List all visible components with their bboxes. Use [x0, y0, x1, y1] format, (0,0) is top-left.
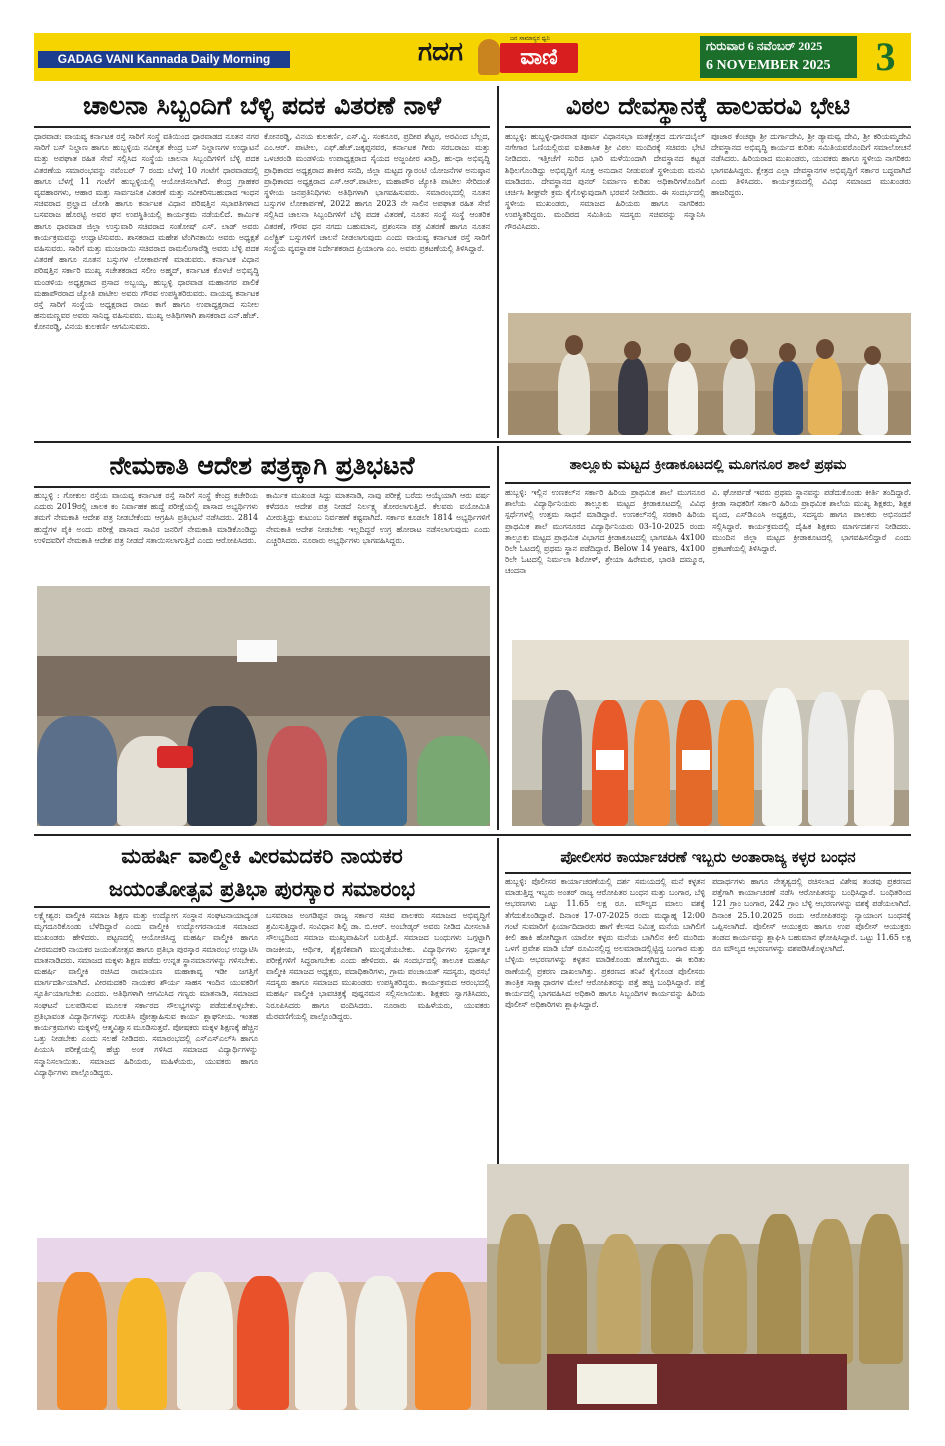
- article5-col2: ಬಸವರಾಜ ಅಂಗಡಿಪ್ಪನ ರಾಜ್ಯ ಸರ್ಕಾರ ಸಚಿವ ಪಾಲಕರು ಸಮಾಜದ ಅಭಿವೃದ್ಧಿಗೆ ಶ್ರಮಿಸುತ್ತಿದ್ದಾರೆ. ಸಂವಿಧಾನ ಶಿಲ್ಪಿ ಡಾ. ಬಿ.ಆರ್. ಅಂಬೇಡ್ಕರ್ ಅವರು ನೀಡಿದ ಮೀಸಲಾತಿ ಸೌಲಭ್ಯದಿಂದ ಸಮಾಜ ಮುಖ್ಯವಾಹಿನಿಗೆ ಬರುತ್ತಿದೆ. ಸಮಾಜದ ಬಂಧುಗಳು ಒಗ್ಗಟ್ಟಾಗಿ ರಾಜಕೀಯ, ಆರ್ಥಿಕ, ಶೈಕ್ಷಣಿಕವಾಗಿ ಮುನ್ನಡೆಯಬೇಕು. ವಿದ್ಯಾರ್ಥಿಗಳು ಸ್ಪರ್ಧಾತ್ಮಕ ಪರೀಕ್ಷೆಗಳಿಗೆ ಸಿದ್ಧರಾಗಬೇಕು ಎಂದು ಹೇಳಿದರು. ಈ ಸಂದರ್ಭದಲ್ಲಿ ತಾಲೂಕ ಮಹರ್ಷಿ ವಾಲ್ಮೀಕಿ ಸಮಾಜದ ಅಧ್ಯಕ್ಷರು, ಪದಾಧಿಕಾರಿಗಳು, ಗ್ರಾಮ ಪಂಚಾಯತ್ ಸದಸ್ಯರು, ಪುರಸಭೆ ಸದಸ್ಯರು ಹಾಗೂ ಸಮಾಜದ ಮುಖಂಡರು ಉಪಸ್ಥಿತರಿದ್ದರು. ಕಾರ್ಯಕ್ರಮದ ಆರಂಭದಲ್ಲಿ ಮಹರ್ಷಿ ವಾಲ್ಮೀಕಿ ಭಾವಚಿತ್ರಕ್ಕೆ ಪುಷ್ಪನಮನ ಸಲ್ಲಿಸಲಾಯಿತು. ಶಿಕ್ಷಕರು ಸ್ವಾಗತಿಸಿದರು, ನಿರೂಪಿಸಿದರು ಹಾಗೂ ವಂದಿಸಿದರು. ನೂರಾರು ಮಹಿಳೆಯರು, ಯುವಕರು ಮೆರವಣಿಗೆಯಲ್ಲಿ ಪಾಲ್ಗೊಂಡಿದ್ದರು.: [266, 911, 490, 1021]
- headline-police-arrest: ಪೋಲೀಸರ ಕಾರ್ಯಾಚರಣೆ ಇಬ್ಬರು ಅಂತಾರಾಜ್ಯ ಕಳ್ಳರ ಬಂಧನ: [560, 848, 856, 866]
- headline-valmiki-line1: ಮಹರ್ಷಿ ವಾಲ್ಮೀಕಿ ವೀರಮದಕರಿ ನಾಯಕರ: [121, 844, 403, 868]
- article3-col2: ಕಾರ್ಮಿಕ ಮುಖಂಡ ಸಿದ್ದು ಮಾತನಾಡಿ, ನಾವು ಪರೀಕ್ಷೆ ಬರೆದು ಆಯ್ಕೆಯಾಗಿ ಆರು ವರ್ಷ ಕಳೆದರೂ ಆದೇಶ ಪತ್ರ ನೀಡದೆ ನಿರ್ಲಕ್ಷ್ಯ ತೋರಲಾಗುತ್ತಿದೆ. ಕೆಲವರು ವಯೋಮಿತಿ ಮೀರುತ್ತಿದ್ದು ಕುಟುಂಬ ನಿರ್ವಹಣೆ ಕಷ್ಟವಾಗಿದೆ. ಸರ್ಕಾರ ಕೂಡಲೇ 1814 ಅಭ್ಯರ್ಥಿಗಳಿಗೆ ನೇಮಕಾತಿ ಆದೇಶ ನೀಡಬೇಕು ಇಲ್ಲದಿದ್ದರೆ ಉಗ್ರ ಹೋರಾಟ ನಡೆಸಲಾಗುವುದು ಎಂದು ಎಚ್ಚರಿಸಿದರು. ನೂರಾರು ಅಭ್ಯರ್ಥಿಗಳು ಭಾಗವಹಿಸಿದ್ದರು.: [266, 491, 490, 545]
- article6-col2: ಪದಾರ್ಥಗಳು ಹಾಗೂ ನೇತೃತ್ವದಲ್ಲಿ ರಚಿಸಲಾದ ವಿಶೇಷ ತಂಡವು ಪ್ರಕರಣದ ಪತ್ತೆಗಾಗಿ ಕಾರ್ಯಾಚರಣೆ ನಡೆಸಿ ಆರೋಪಿತರನ್ನು ಬಂಧಿಸಿದ್ದಾರೆ. ಬಂಧಿತರಿಂದ 121 ಗ್ರಾಂ ಬಂಗಾರ, 242 ಗ್ರಾಂ ಬೆಳ್ಳಿ ಆಭರಣಗಳನ್ನು ವಶಕ್ಕೆ ಪಡೆಯಲಾಗಿದೆ. ದಿನಾಂಕ 25.10.2025 ರಂದು ಆರೋಪಿತರನ್ನು ನ್ಯಾಯಾಂಗ ಬಂಧನಕ್ಕೆ ಒಪ್ಪಿಸಲಾಗಿದೆ. ಪೊಲೀಸ್ ಆಯುಕ್ತರು ಹಾಗೂ ಉಪ ಪೊಲೀಸ್ ಆಯುಕ್ತರು ತಂಡದ ಕಾರ್ಯವನ್ನು ಶ್ಲಾಘಿಸಿ ಬಹುಮಾನ ಘೋಷಿಸಿದ್ದಾರೆ. ಒಟ್ಟು 11.65 ಲಕ್ಷ ರೂ ಮೌಲ್ಯದ ಆಭರಣಗಳನ್ನು ವಶಪಡಿಸಿಕೊಳ್ಳಲಾಗಿದೆ.: [712, 877, 911, 954]
- article3-col1: ಹುಬ್ಬಳ್ಳಿ : ಗೋಕುಲ ರಸ್ತೆಯ ವಾಯವ್ಯ ಕರ್ನಾಟಕ ರಸ್ತೆ ಸಾರಿಗೆ ಸಂಸ್ಥೆ ಕೇಂದ್ರ ಕಚೇರಿಯ ಎದುರು 2019ರಲ್ಲಿ ಚಾಲಕ ಕಂ ನಿರ್ವಾಹಕ ಹುದ್ದೆ ಪರೀಕ್ಷೆಯಲ್ಲಿ ಪಾಸಾದ ಅಭ್ಯರ್ಥಿಗಳು ತಮಗೆ ನೇಮಕಾತಿ ಆದೇಶ ಪತ್ರ ನೀಡಬೇಕೆಂದು ಆಗ್ರಹಿಸಿ ಪ್ರತಿಭಟನೆ ನಡೆಸಿದರು. 2814 ಹುದ್ದೆಗಳ ಪೈಕಿ ಅಂದು ಪರೀಕ್ಷೆ ಪಾಸಾದ ಸಾವಿರ ಜನರಿಗೆ ನೇಮಕಾತಿ ಮಾಡಿಕೊಂಡಿದ್ದು ಉಳಿದವರಿಗೆ ನೇಮಕಾತಿ ಆದೇಶ ಪತ್ರ ನೀಡದೆ ಸತಾಯಿಸಲಾಗುತ್ತಿದೆ ಎಂದು ಆರೋಪಿಸಿದರು.: [34, 491, 258, 545]
- divider: [505, 872, 911, 874]
- section-divider: [34, 441, 911, 443]
- valmiki-jayanti-photo: [37, 1238, 490, 1410]
- headline-silver-medal: ಚಾಲನಾ ಸಿಬ್ಬಂದಿಗೆ ಬೆಳ್ಳಿ ಪದಕ ವಿತರಣೆ ನಾಳೆ: [83, 91, 441, 120]
- sports-award-photo: [512, 640, 909, 826]
- divider: [505, 126, 911, 128]
- divider: [34, 126, 490, 128]
- divider: [505, 482, 911, 484]
- date-english: 6 NOVEMBER 2025: [706, 58, 831, 73]
- protest-photo: [37, 586, 490, 826]
- logo-left-text: ಗದಗ: [418, 37, 463, 67]
- headline-sports-meet: ತಾಲ್ಲೂಕು ಮಟ್ಟದ ಕ್ರೀಡಾಕೂಟದಲ್ಲಿ ಮೂಗನೂರ ಶಾಲೆ ಪ್ರಥಮ: [569, 457, 847, 473]
- divider: [34, 486, 490, 488]
- article2-col2: ಪೂಜಾರ ಕೆಂಚಪ್ಪಾ ಶ್ರೀ ದುರ್ಗಾದೇವಿ, ಶ್ರೀ ಡ್ಯಾಮವ್ವ ದೇವಿ, ಶ್ರೀ ಕರಿಯಮ್ಮದೇವಿ ದೇವಸ್ಥಾನದ ಅಭಿವೃದ್ಧಿ ಕಾರ್ಯದ ಕುರಿತು ಸಮಿತಿಯವರೊಂದಿಗೆ ಸಮಾಲೋಚನೆ ನಡೆಸಿದರು. ಹಿರಿಯರಾದ ಮುಖಂಡರು, ಯುವಕರು ಹಾಗೂ ಸ್ಥಳೀಯ ನಾಗರಿಕರು ಭಾಗವಹಿಸಿದ್ದರು. ಕ್ಷೇತ್ರದ ಎಲ್ಲಾ ದೇವಸ್ಥಾನಗಳ ಅಭಿವೃದ್ಧಿಗೆ ಸರ್ಕಾರ ಬದ್ಧವಾಗಿದೆ ಎಂದು ತಿಳಿಸಿದರು. ಕಾರ್ಯಕ್ರಮದಲ್ಲಿ ವಿವಿಧ ಸಮಾಜದ ಮುಖಂಡರು ಹಾಜರಿದ್ದರು.: [711, 132, 911, 198]
- article2-col1: ಹುಬ್ಬಳ್ಳಿ: ಹುಬ್ಬಳ್ಳಿ-ಧಾರವಾಡ ಪೂರ್ವ ವಿಧಾನಸಭಾ ಮತಕ್ಷೇತ್ರದ ದುರ್ಗದಬೈಲ್ ನಗೇಗಾರ ಓಣಿಯಲ್ಲಿರುವ ಐತಿಹಾಸಿಕ ಶ್ರೀ ವಿಠಲ ಮಂದಿರಕ್ಕೆ ಸಚಿವರು ಭೇಟಿ ನೀಡಿದರು. ಇತ್ತೀಚೆಗೆ ಸುರಿದ ಭಾರಿ ಮಳೆಯಿಂದಾಗಿ ದೇವಸ್ಥಾನದ ಕಟ್ಟಡ ಶಿಥಿಲಗೊಂಡಿದ್ದು ಅಭಿವೃದ್ಧಿಗೆ ಸೂಕ್ತ ಅನುದಾನ ನೀಡುವಂತೆ ಸ್ಥಳೀಯರು ಮನವಿ ಮಾಡಿದರು. ದೇವಸ್ಥಾನದ ಪುನರ್ ನಿರ್ಮಾಣ ಕುರಿತು ಅಧಿಕಾರಿಗಳೊಂದಿಗೆ ಚರ್ಚಿಸಿ ಶೀಘ್ರವೇ ಕ್ರಮ ಕೈಗೊಳ್ಳುವುದಾಗಿ ಭರವಸೆ ನೀಡಿದರು. ಈ ಸಂದರ್ಭದಲ್ಲಿ ಸ್ಥಳೀಯ ಮುಖಂಡರು, ಸಮಾಜದ ಹಿರಿಯರು ಹಾಗೂ ನಾಗರಿಕರು ಉಪಸ್ಥಿತರಿದ್ದರು. ಮಂದಿರದ ಸಮಿತಿಯ ಸದಸ್ಯರು ಸಚಿವರನ್ನು ಸನ್ಮಾನಿಸಿ ಗೌರವಿಸಿದರು.: [505, 132, 705, 231]
- article1-col1: ಧಾರವಾಡ: ವಾಯವ್ಯ ಕರ್ನಾಟಕ ರಸ್ತೆ ಸಾರಿಗೆ ಸಂಸ್ಥೆ ವತಿಯಿಂದ ಧಾರವಾಡದ ನೂತನ ನಗರ ಸಾರಿಗೆ ಬಸ್ ನಿಲ್ದಾಣ ಹಾಗೂ ಹುಬ್ಬಳ್ಳಿಯ ನವೀಕೃತ ಕೇಂದ್ರ ಬಸ್ ನಿಲ್ದಾಣಗಳ ಉದ್ಘಾಟನೆ ಮತ್ತು ಅಪಘಾತ ರಹಿತ ಸೇವೆ ಸಲ್ಲಿಸಿದ ಸಂಸ್ಥೆಯ ಚಾಲನಾ ಸಿಬ್ಬಂದಿಗಳಿಗೆ ಬೆಳ್ಳಿ ಪದಕ ವಿತರಣೆಯ ಸಮಾರಂಭವನ್ನು ನವೆಂಬರ್ 7 ರಂದು ಬೆಳಗ್ಗೆ 10 ಗಂಟೆಗೆ ಧಾರವಾಡದಲ್ಲಿ ಹಾಗೂ ಬೆಳಗ್ಗೆ 11 ಗಂಟೆಗೆ ಹುಬ್ಬಳ್ಳಿಯಲ್ಲಿ ಆಯೋಜಿಸಲಾಗಿದೆ. ಕೇಂದ್ರ ಗ್ರಾಹಕರ ವ್ಯವಹಾರಗಳು, ಆಹಾರ ಮತ್ತು ಸಾರ್ವಜನಿಕ ವಿತರಣೆ ಮತ್ತು ನವೀಕರಿಸಬಹುದಾದ ಇಂಧನ ಸಚಿವರಾದ ಪ್ರಲ್ಹಾದ ಜೋಶಿ ಹಾಗೂ ಕರ್ನಾಟಕ ವಿಧಾನ ಪರಿಷತ್ತಿನ ಸಭಾಪತಿಗಳಾದ ಬಸವರಾಜ ಹೊರಟ್ಟಿ ಅವರ ಘನ ಉಪಸ್ಥಿತಿಯಲ್ಲಿ ಕಾರ್ಯಕ್ರಮ ನಡೆಯಲಿದೆ. ಕಾರ್ಮಿಕ ಹಾಗೂ ಧಾರವಾಡ ಜಿಲ್ಲಾ ಉಸ್ತುವಾರಿ ಸಚಿವರಾದ ಸಂತೋಷ್ ಎಸ್. ಲಾಡ್ ಅವರು ಕಾರ್ಯಕ್ರಮವನ್ನು ಉದ್ಘಾಟಿಸುವರು. ಶಾಸಕರಾದ ಮಹೇಶ ಟೆಂಗಿನಕಾಯಿ ಅವರು ಅಧ್ಯಕ್ಷತೆ ವಹಿಸುವರು. ಸಾರಿಗೆ ಮತ್ತು ಮುಜರಾಯಿ ಸಚಿವರಾದ ರಾಮಲಿಂಗಾರೆಡ್ಡಿ ಅವರು ಬೆಳ್ಳಿ ಪದಕ ವಿತರಣೆ ಹಾಗೂ ನೂತನ ಬಸ್ಸುಗಳ ಲೋಕಾರ್ಪಣೆ ಮಾಡುವರು. ಕರ್ನಾಟಕ ವಿಧಾನ ಪರಿಷತ್ತಿನ ಸರ್ಕಾರಿ ಮುಖ್ಯ ಸಚೇತಕರಾದ ಸಲೀಂ ಅಹ್ಮದ್, ಕರ್ನಾಟಕ ಕೊಳಚೆ ಅಭಿವೃದ್ಧಿ ಮಂಡಳಿಯ ಅಧ್ಯಕ್ಷರಾದ ಪ್ರಸಾದ ಅಬ್ಬಯ್ಯ, ಹುಬ್ಬಳ್ಳಿ ಧಾರವಾಡ ಮಹಾನಗರ ಪಾಲಿಕೆ ಮಹಾಪೌರರಾದ ಜ್ಯೋತಿ ಪಾಟೀಲ ಅವರು ಗೌರವ ಉಪಸ್ಥಿತರಿರುವರು. ವಾಯವ್ಯ ಕರ್ನಾಟಕ ರಸ್ತೆ ಸಾರಿಗೆ ಸಂಸ್ಥೆಯ ಅಧ್ಯಕ್ಷರಾದ ರಾಜು ಕಾಗೆ ಹಾಗೂ ಉಪಾಧ್ಯಕ್ಷರಾದ ಸುನೀಲ ಹನುಮಣ್ಣವರ ಅವರು ಸಾನಿಧ್ಯ ವಹಿಸುವರು. ಮುಖ್ಯ ಅತಿಥಿಗಳಾಗಿ ಶಾಸಕರಾದ ಎನ್.ಹೆಚ್. ಕೋನರಡ್ಡಿ, ವಿನಯ ಕುಲಕರ್ಣಿ ಆಗಮಿಸುವರು.: [34, 132, 259, 332]
- headline-vittala-temple: ವಿಠಲ ದೇವಸ್ಥಾನಕ್ಕೆ ಹಾಲಹರವಿ ಭೇಟಿ: [565, 92, 850, 120]
- headline-protest: ನೇಮಕಾತಿ ಆದೇಶ ಪತ್ರಕ್ಕಾಗಿ ಪ್ರತಿಭಟನೆ: [109, 451, 415, 480]
- divider: [34, 906, 490, 908]
- police-press-photo: [487, 1164, 909, 1410]
- headline-valmiki-line2: ಜಯಂತೋತ್ಸವ ಪ್ರತಿಭಾ ಪುರಸ್ಕಾರ ಸಮಾರಂಭ: [108, 877, 416, 901]
- article6-col1: ಹುಬ್ಬಳ್ಳಿ: ಪೊಲೀಸರ ಕಾರ್ಯಾಚರಣೆಯಲ್ಲಿ ದರ್ಶ ಸಮಯದಲ್ಲಿ ಮನೆ ಕಳ್ಳತನ ಮಾಡುತ್ತಿದ್ದ ಇಬ್ಬರು ಅಂತರ್ ರಾಜ್ಯ ಆರೋಪಿತರ ಬಂಧನ ಮತ್ತು ಬಂಗಾರ, ಬೆಳ್ಳಿ ಆಭರಣಗಳು ಒಟ್ಟು 11.65 ಲಕ್ಷ ರೂ. ಮೌಲ್ಯದ ಮಾಲು ವಶಕ್ಕೆ ತೆಗೆದುಕೊಂಡಿದ್ದಾರೆ. ದಿನಾಂಕ 17-07-2025 ರಂದು ಮಧ್ಯಾಹ್ನ 12:00 ಗಂಟೆ ಸುಮಾರಿಗೆ ಫಿರ್ಯಾದಿದಾರರು ಹಾಗೆ ಕೆಲಸದ ನಿಮಿತ್ತ ಮನೆಯ ಬಾಗಿಲಿಗೆ ಕೀಲಿ ಹಾಕಿ ಹೋಗಿದ್ದಾಗ ಯಾರೋ ಕಳ್ಳರು ಮನೆಯ ಬಾಗಿಲಿನ ಕೀಲಿ ಮುರಿದು ಒಳಗೆ ಪ್ರವೇಶ ಮಾಡಿ ಬೆಡ್ ರೂಮಿನಲ್ಲಿದ್ದ ಅಲಮಾರಾದಲ್ಲಿಟ್ಟಿದ್ದ ಬಂಗಾರ ಮತ್ತು ಬೆಳ್ಳಿಯ ಆಭರಣಗಳನ್ನು ಕಳ್ಳತನ ಮಾಡಿಕೊಂಡು ಹೋಗಿದ್ದರು. ಈ ಕುರಿತು ಠಾಣೆಯಲ್ಲಿ ಪ್ರಕರಣ ದಾಖಲಾಗಿತ್ತು. ಪ್ರಕರಣದ ತನಿಖೆ ಕೈಗೊಂಡ ಪೊಲೀಸರು ತಾಂತ್ರಿಕ ಸಾಕ್ಷ್ಯಾಧಾರಗಳ ಮೇಲೆ ಆರೋಪಿತರನ್ನು ಪತ್ತೆ ಹಚ್ಚಿ ಬಂಧಿಸಿದ್ದಾರೆ. ಪತ್ತೆ ಕಾರ್ಯದಲ್ಲಿ ಭಾಗವಹಿಸಿದ ಅಧಿಕಾರಿ ಹಾಗೂ ಸಿಬ್ಬಂದಿಗಳ ಕಾರ್ಯವನ್ನು ಹಿರಿಯ ಪೊಲೀಸ್ ಅಧಿಕಾರಿಗಳು ಶ್ಲಾಘಿಸಿದ್ದಾರೆ.: [505, 877, 705, 1010]
- newspaper-logo: [418, 35, 578, 81]
- logo-tagline: ಜನ ಸಾಮಾನ್ಯರ ಧ್ವನಿ: [510, 35, 550, 42]
- logo-figure-icon: [478, 39, 500, 75]
- column-divider: [497, 446, 499, 830]
- edition-label: GADAG VANI Kannada Daily Morning: [38, 51, 290, 68]
- article4-col2: ವಿ. ಘೋರ್ಪಡೆ ಇವರು ಪ್ರಥಮ ಸ್ಥಾನವನ್ನು ಪಡೆದುಕೊಂಡು ಕೀರ್ತಿ ತಂದಿದ್ದಾರೆ. ಕ್ರೀಡಾ ಸಾಧಕರಿಗೆ ಸರ್ಕಾರಿ ಹಿರಿಯ ಪ್ರಾಥಮಿಕ ಶಾಲೆಯ ಮುಖ್ಯ ಶಿಕ್ಷಕರು, ಶಿಕ್ಷಕ ವೃಂದ, ಎಸ್‌ಡಿಎಂಸಿ ಅಧ್ಯಕ್ಷರು, ಸದಸ್ಯರು ಹಾಗೂ ಪಾಲಕರು ಅಭಿನಂದನೆ ಸಲ್ಲಿಸಿದ್ದಾರೆ. ಕಾರ್ಯಕ್ರಮದಲ್ಲಿ ದೈಹಿಕ ಶಿಕ್ಷಕರು ಮಾರ್ಗದರ್ಶನ ನೀಡಿದರು. ಮುಂದಿನ ಜಿಲ್ಲಾ ಮಟ್ಟದ ಕ್ರೀಡಾಕೂಟದಲ್ಲಿ ಭಾಗವಹಿಸಲಿದ್ದಾರೆ ಎಂದು ಪ್ರಕಟಣೆಯಲ್ಲಿ ತಿಳಿಸಿದ್ದಾರೆ.: [712, 488, 911, 554]
- temple-visit-photo: [508, 313, 911, 435]
- page-number: 3: [860, 33, 911, 81]
- column-divider: [497, 86, 499, 438]
- section-divider: [34, 834, 911, 836]
- date-box: [700, 36, 857, 78]
- date-kannada: ಗುರುವಾರ 6 ನವೆಂಬರ್ 2025: [706, 39, 823, 53]
- logo-right-text: ವಾಣಿ: [500, 43, 578, 73]
- article1-col2: ಕೋನರಡ್ಡಿ, ವಿನಯ ಕುಲಕರ್ಣಿ, ಎಸ್.ವ್ಹಿ. ಸಂಕನೂರ, ಪ್ರದೀಪ ಶೆಟ್ಟರ, ಅರವಿಂದ ಬೆಲ್ಲದ, ಎಂ.ಆರ್. ಪಾಟೀಲ, ಎಫ್.ಹೆಚ್.ಜಕ್ಕಪ್ಪನವರ, ಕರ್ನಾಟಕ ಗೀರು ಸರಬರಾಜು ಮತ್ತು ಒಳಚರಂಡಿ ಮಂಡಳಿಯ ಉಪಾಧ್ಯಕ್ಷರಾದ ಸೈಯದ ಅಜ್ಜಂಪೀರ ಖಾದ್ರಿ, ಹು-ಧಾ ಅಭಿವೃದ್ಧಿ ಪ್ರಾಧಿಕಾರದ ಅಧ್ಯಕ್ಷರಾದ ಶಾಕೀರ ಸನದಿ, ಜಿಲ್ಲಾ ಮಟ್ಟದ ಗ್ಯಾರಂಟಿ ಯೋಜನೆಗಳ ಅನುಷ್ಠಾನ ಪ್ರಾಧಿಕಾರದ ಅಧ್ಯಕ್ಷರಾದ ಎಸ್.ಆರ್.ಪಾಟೀಲ, ಮಹಾಪೌರ ಜ್ಯೋತಿ ಪಾಟೀಲ ಸೇರಿದಂತೆ ಸ್ಥಳೀಯ ಜನಪ್ರತಿನಿಧಿಗಳು ಅತಿಥಿಗಳಾಗಿ ಭಾಗವಹಿಸುವರು. ಸಮಾರಂಭದಲ್ಲಿ ನೂತನ ಬಸ್ಸುಗಳ ಲೋಕಾರ್ಪಣೆ, 2022 ಹಾಗೂ 2023 ನೇ ಸಾಲಿನ ಅಪಘಾತ ರಹಿತ ಸೇವೆ ಸಲ್ಲಿಸಿದ ಚಾಲನಾ ಸಿಬ್ಬಂದಿಗಳಿಗೆ ಬೆಳ್ಳಿ ಪದಕ ವಿತರಣೆ, ನೂತನ ಸಂಸ್ಥೆ ಸಂಸ್ಥೆ ಆಂತರಿಕ ವಿತರಣೆ, ಗೌರವ ಧನ ನಗದು ಬಹುಮಾನ, ಪ್ರಶಂಸನಾ ಪತ್ರ ವಿತರಣೆ ಹಾಗೂ ನೂತನ ಎಲೆಕ್ಟ್ರಿಕ್ ಬಸ್ಸುಗಳಿಗೆ ಚಾಲನೆ ನೀಡಲಾಗುವುದು ಎಂದು ವಾಯವ್ಯ ಕರ್ನಾಟಕ ರಸ್ತೆ ಸಾರಿಗೆ ಸಂಸ್ಥೆಯ ವ್ಯವಸ್ಥಾಪಕ ನಿರ್ದೇಶಕರಾದ ಪ್ರಿಯಾಂಗಾ ಎಂ. ಅವರು ಪ್ರಕಟಣೆಯಲ್ಲಿ ತಿಳಿಸಿದ್ದಾರೆ.: [264, 132, 490, 254]
- article5-col1: ಲಕ್ಷ್ಮೇಶ್ವರ: ವಾಲ್ಮೀಕಿ ಸಮಾಜ ಶಿಕ್ಷಣ ಮತ್ತು ಉದ್ಯೋಗ ಸಂಸ್ಥಾನ ಸಂಘಟನಾಯಾದ್ಯಂತ ಮೃಗದೂರಿಕೊಂಡು ಬೆಳೆದಿದ್ದಾರೆ ಎಂದು ವಾಲ್ಮೀಕಿ ಉದ್ಯೋಗರನಾಯಕ ಸಮಾಜದ ಮುಖಂಡರು ಹೇಳಿದರು. ಪಟ್ಟಣದಲ್ಲಿ ಆಯೋಜಿಸಿದ್ದ ಮಹರ್ಷಿ ವಾಲ್ಮೀಕಿ ಹಾಗೂ ವೀರಮದಕರಿ ನಾಯಕರ ಜಯಂತೋತ್ಸವ ಹಾಗೂ ಪ್ರತಿಭಾ ಪುರಸ್ಕಾರ ಸಮಾರಂಭ ಉದ್ಘಾಟಿಸಿ ಮಾತನಾಡಿದರು. ಸಮಾಜದ ಮಕ್ಕಳು ಶಿಕ್ಷಣ ಪಡೆದು ಉನ್ನತ ಸ್ಥಾನಮಾನಗಳನ್ನು ಗಳಿಸಬೇಕು. ಮಹರ್ಷಿ ವಾಲ್ಮೀಕಿ ರಚಿಸಿದ ರಾಮಾಯಣ ಮಹಾಕಾವ್ಯ ಇಡೀ ಜಗತ್ತಿಗೆ ಮಾರ್ಗದರ್ಶಿಯಾಗಿದೆ. ವೀರಮದಕರಿ ನಾಯಕರ ಶೌರ್ಯ ಸಾಹಸ ಇಂದಿನ ಯುವಕರಿಗೆ ಸ್ಫೂರ್ತಿಯಾಗಬೇಕು ಎಂದರು. ಅತಿಥಿಗಳಾಗಿ ಆಗಮಿಸಿದ ಗಣ್ಯರು ಮಾತನಾಡಿ, ಸಮಾಜದ ಸಂಘಟನೆ ಬಲಪಡಿಸುವ ಮೂಲಕ ಸರ್ಕಾರದ ಸೌಲಭ್ಯಗಳನ್ನು ಪಡೆದುಕೊಳ್ಳಬೇಕು. ಪ್ರತಿಭಾವಂತ ವಿದ್ಯಾರ್ಥಿಗಳನ್ನು ಗುರುತಿಸಿ ಪ್ರೋತ್ಸಾಹಿಸುವ ಕಾರ್ಯ ಶ್ಲಾಘನೀಯ. ಇಂತಹ ಕಾರ್ಯಕ್ರಮಗಳು ಮಕ್ಕಳಲ್ಲಿ ಆತ್ಮವಿಶ್ವಾಸ ಮೂಡಿಸುತ್ತವೆ. ಪೋಷಕರು ಮಕ್ಕಳ ಶಿಕ್ಷಣಕ್ಕೆ ಹೆಚ್ಚಿನ ಒತ್ತು ನೀಡಬೇಕು ಎಂದು ಸಲಹೆ ನೀಡಿದರು. ಸಮಾರಂಭದಲ್ಲಿ ಎಸ್‌ಎಸ್‌ಎಲ್‌ಸಿ ಹಾಗೂ ಪಿಯುಸಿ ಪರೀಕ್ಷೆಯಲ್ಲಿ ಹೆಚ್ಚು ಅಂಕ ಗಳಿಸಿದ ಸಮಾಜದ ವಿದ್ಯಾರ್ಥಿಗಳನ್ನು ಸನ್ಮಾನಿಸಲಾಯಿತು. ಸಮಾಜದ ಹಿರಿಯರು, ಮಹಿಳೆಯರು, ಯುವಕರು ಹಾಗೂ ವಿದ್ಯಾರ್ಥಿಗಳು ಪಾಲ್ಗೊಂಡಿದ್ದರು.: [34, 911, 258, 1077]
- article4-col1: ಹುಬ್ಬಳ್ಳಿ: ಇಲ್ಲಿನ ಉಣಕಲ್‌ನ ಸರ್ಕಾರಿ ಹಿರಿಯ ಪ್ರಾಥಮಿಕ ಶಾಲೆ ಮುಗನೂರ ಶಾಲೆಯ ವಿದ್ಯಾರ್ಥಿನಿಯರು ತಾಲ್ಲೂಕು ಮಟ್ಟದ ಕ್ರೀಡಾಕೂಟದಲ್ಲಿ ವಿವಿಧ ಸ್ಪರ್ಧೆಗಳಲ್ಲಿ ಉತ್ತಮ ಸಾಧನೆ ಮಾಡಿದ್ದಾರೆ. ಉಣಕಲ್‌ನಲ್ಲಿ ಸರಕಾರಿ ಹಿರಿಯ ಪ್ರಾಥಮಿಕ ಶಾಲೆ ಮುಗನೂರದ ವಿದ್ಯಾರ್ಥಿನಿಯರು 03-10-2025 ರಂದು ತಾಲ್ಲೂಕು ಮಟ್ಟದ ಪ್ರಾಥಮಿಕ ವಿಭಾಗದ ಕ್ರೀಡಾಕೂಟದಲ್ಲಿ ಭಾಗವಹಿಸಿ 4x100 ರಿಲೇ ಓಟದಲ್ಲಿ ಪ್ರಥಮ ಸ್ಥಾನ ಪಡೆದಿದ್ದಾರೆ. Below 14 years, 4x100 ರಿಲೇ ಓಟದಲ್ಲಿ ನಿರ್ಮಲಾ ಶಿರೋಳ್, ಶ್ರೇಯಾ ಹಿರೇಮಠ, ಭಾರತಿ ದಮ್ಮೂರ, ಚಂದನಾ: [505, 488, 705, 576]
